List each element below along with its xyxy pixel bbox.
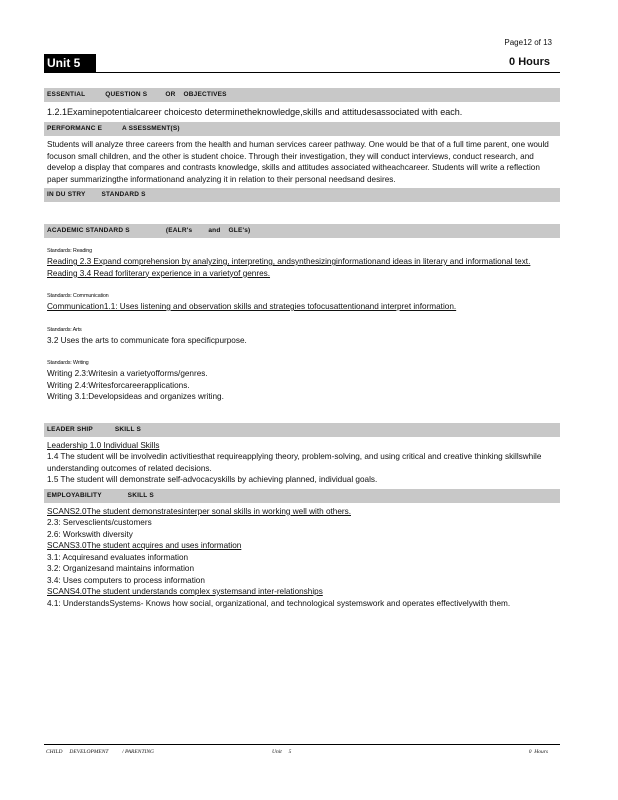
footer-unit: Unit 5 <box>272 749 292 755</box>
footer-hours: 0 Hours <box>528 749 548 755</box>
leadership-skills-heading: LEADER SHIP SKILL S <box>44 423 560 437</box>
reading-standards-label: Standards: Reading <box>47 248 93 254</box>
page-footer <box>44 744 560 755</box>
hours-label: 0 Hours <box>509 56 550 68</box>
footer-course: CHILD DEVELOPMENT / PARENTING <box>46 749 154 755</box>
performance-assessment-heading: PERFORMANC E A SSESSMENT(S) <box>44 122 560 136</box>
scans-2-3: 2.3: Servesclients/customers <box>47 518 152 527</box>
scans-3-4: 3.4: Uses computers to process information <box>47 575 205 585</box>
reading-standard-3-4: Reading 3.4 Read forliterary experience in a varietyof genres. <box>47 268 271 278</box>
page-number: Page12 of 13 <box>504 38 552 47</box>
writing-standard-3-1: Writing 3.1:Developsideas and organizes writing. <box>47 392 224 401</box>
communication-standard-1-1: Communication1.1: Uses listening and observation skills and strategies tofocusattentionand interpret information. <box>47 302 457 311</box>
performance-assessment-text: Students will analyze three careers from the health and human services career pathway. One would be that of a full time parent, one would focuson small children, and the other is student choice. Through their investigation, they will conduct interviews, conduct research, and develop a display that compares and contrasts knowledge, skills and attitudes associated witheachcareer. Students will write a reflection paper summarizingthe informationand analyzing it in relation to their personal needsand desires. <box>47 140 549 184</box>
arts-standard-3-2: 3.2 Uses the arts to communicate fora specificpurpose. <box>47 335 247 345</box>
leadership-item-1-4: 1.4 The student will be involvedin activitiesthat requireapplying theory, problem-solving, and using critical and creative thinking skillswhile understanding outcomes of related decisions. <box>47 452 542 473</box>
unit-label: Unit 5 <box>44 54 96 72</box>
scans-4-title: SCANS4.0The student understands complex systemsand inter-relationships <box>47 587 323 596</box>
employability-skills-heading: EMPLOYABILITY SKILL S <box>44 489 560 503</box>
industry-standards-heading: IN DU STRY STANDARD S <box>44 188 560 202</box>
essential-questions-heading: ESSENTIAL QUESTION S OR OBJECTIVES <box>44 88 560 102</box>
academic-standards-heading: ACADEMIC STANDARD S (EALR's and GLE's) <box>44 224 560 238</box>
writing-standard-2-4: Writing 2.4:Writesforcareerapplications. <box>47 380 190 390</box>
arts-standards-label: Standards: Arts <box>47 326 82 333</box>
scans-3-2: 3.2: Organizesand maintains information <box>47 564 194 573</box>
writing-standards-label: Standards: Writing <box>47 360 89 366</box>
reading-standard-2-3: Reading 2.3 Expand comprehension by analyzing, interpreting, andsynthesizinginformationand ideas in literary and informational text. <box>47 257 531 266</box>
scans-3-1: 3.1: Acquiresand evaluates information <box>47 552 189 562</box>
scans-2-title: SCANS2.0The student demonstratesinterper sonal skills in working well with others. <box>47 506 351 516</box>
leadership-title: Leadership 1.0 Individual Skills <box>47 440 160 450</box>
scans-4-1: 4.1: UnderstandsSystems- Knows how social, organizational, and technological systemswork and operates effectivelywith them. <box>47 598 511 608</box>
leadership-item-1-5: 1.5 The student will demonstrate self-advocacyskills by achieving planned, individual goals. <box>47 475 378 484</box>
writing-standard-2-3: Writing 2.3:Writesin a varietyofforms/genres. <box>47 369 208 378</box>
scans-2-6: 2.6: Workswith diversity <box>47 529 133 539</box>
document-content <box>44 88 560 609</box>
scans-3-title: SCANS3.0The student acquires and uses information <box>47 541 242 550</box>
unit-header-bar <box>44 54 560 73</box>
communication-standards-label: Standards: Communication <box>47 293 109 299</box>
essential-objective-text: 1.2.1Examinepotentialcareer choicesto determinetheknowledge,skills and attitudesassociated with each. <box>47 107 463 117</box>
